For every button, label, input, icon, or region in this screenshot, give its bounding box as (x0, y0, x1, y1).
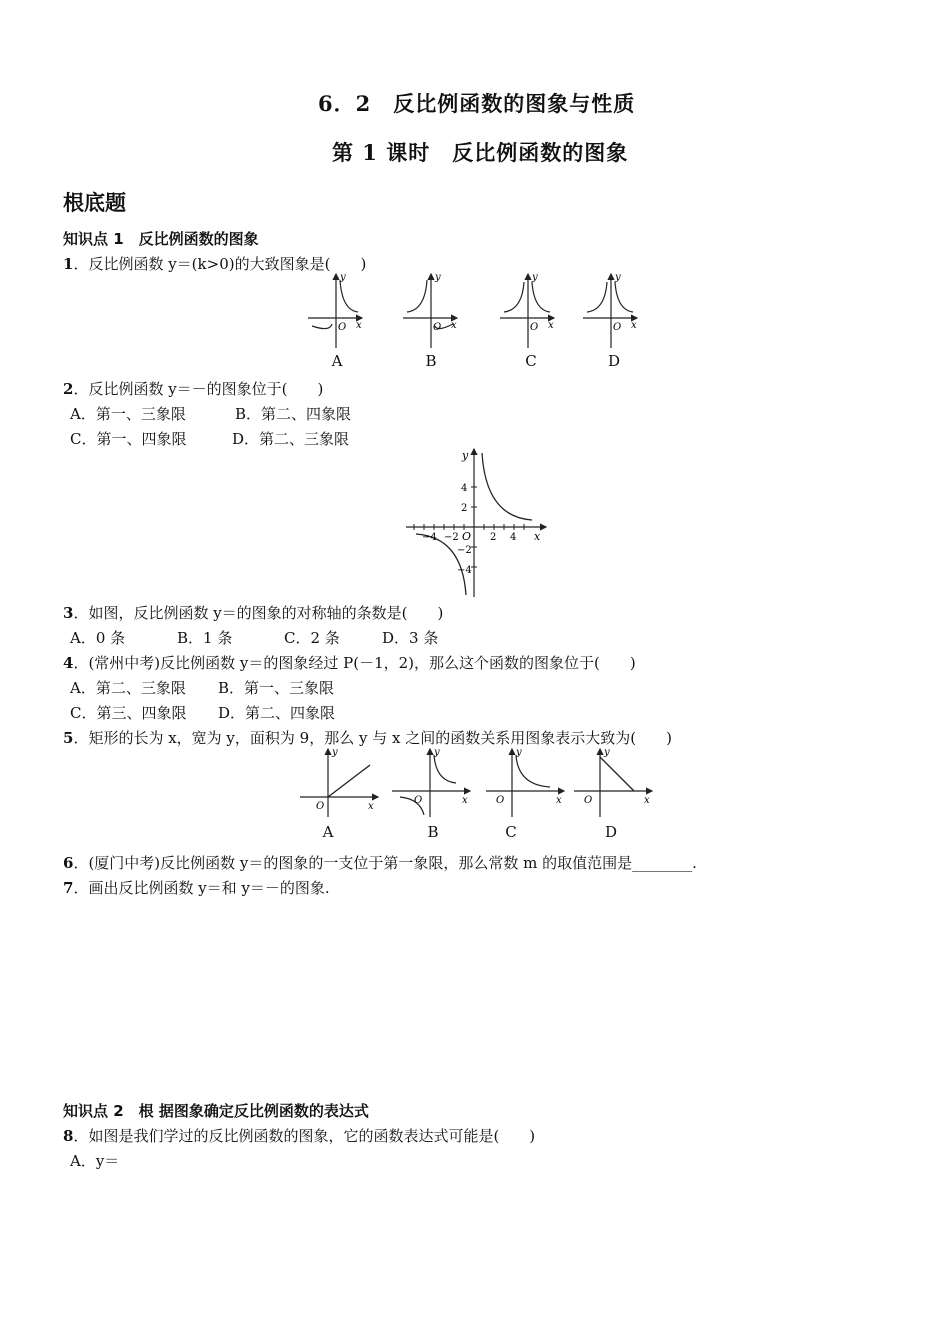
q4-option-b: B．第一、三象限 (218, 679, 335, 697)
question-text: ．如图是我们学过的反比例函数的图象，它的函数表达式可能是( ) (73, 1127, 536, 1145)
question-text: ．反比例函数 y＝(k>0)的大致图象是( ) (73, 255, 367, 273)
tick-label: −2 (444, 532, 459, 543)
axis-label-x: x (356, 320, 362, 331)
q2-option-c: C．第一、四象限 (70, 430, 187, 448)
q1-graphs (300, 270, 660, 350)
axis-label-x: x (451, 320, 457, 331)
question-number: 2 (63, 380, 74, 398)
question-2 (63, 378, 323, 399)
question-6 (63, 852, 697, 873)
axis-label-x: x (548, 320, 554, 331)
axis-label-y: y (435, 272, 441, 283)
question-7 (63, 877, 330, 898)
q1-option-d: D (607, 352, 621, 370)
q1-option-b: B (425, 352, 437, 370)
question-text: ．如图，反比例函数 y＝的图象的对称轴的条数是( ) (73, 604, 444, 622)
question-number: 1 (63, 255, 74, 273)
axis-origin: O (433, 322, 442, 333)
tick-label: 2 (490, 532, 497, 543)
axis-origin: O (338, 322, 347, 333)
page-title: 6．2 反比例函数的图象与性质 (318, 91, 636, 116)
question-3 (63, 602, 443, 623)
axis-label-y: y (516, 747, 522, 758)
axis-origin: O (530, 322, 539, 333)
axis-origin: O (613, 322, 622, 333)
axis-label-y: y (340, 272, 346, 283)
tick-label: 4 (510, 532, 517, 543)
q3-graph (402, 445, 552, 600)
q2-option-a: A．第一、三象限 (70, 405, 186, 423)
question-text: ．反比例函数 y＝－的图象位于( ) (73, 380, 324, 398)
section-heading: 根底题 (63, 191, 126, 215)
axis-origin: O (414, 795, 423, 806)
knowledge-point-1: 知识点 1 反比例函数的图象 (63, 230, 259, 248)
q1-option-a: A (331, 352, 343, 370)
q5-graph-d (574, 747, 652, 817)
q3-option-c: C．2 条 (284, 629, 340, 647)
question-number: 8 (63, 1127, 74, 1145)
q5-option-d: D (604, 823, 618, 841)
axis-label-y: y (462, 449, 469, 462)
question-4 (63, 652, 636, 673)
tick-label: −4 (457, 565, 472, 576)
axis-origin: O (462, 530, 472, 543)
q5-option-c: C (505, 823, 517, 841)
question-text: ．(常州中考)反比例函数 y＝的图象经过 P(－1，2)，那么这个函数的图象位于( ) (73, 654, 636, 672)
axis-label-y: y (332, 747, 338, 758)
axis-origin: O (316, 801, 325, 812)
q2-option-b: B．第二、四象限 (235, 405, 352, 423)
axis-label-x: x (534, 530, 541, 543)
q4-option-d: D．第二、四象限 (218, 704, 336, 722)
question-number: 7 (63, 879, 74, 897)
axis-label-x: x (644, 795, 650, 806)
knowledge-point-2: 知识点 2 根 据图象确定反比例函数的表达式 (63, 1102, 369, 1120)
q1-graph-b (403, 272, 457, 348)
question-number: 6 (63, 854, 74, 872)
q1-graph-a (308, 272, 362, 348)
q4-option-c: C．第三、四象限 (70, 704, 187, 722)
q5-graph-b (392, 747, 470, 817)
axis-label-y: y (532, 272, 538, 283)
q8-option-a: A．y＝ (70, 1152, 120, 1170)
question-number: 4 (63, 654, 74, 672)
q5-graph-a (300, 747, 378, 817)
tick-label: 2 (461, 503, 468, 514)
axis-origin: O (584, 795, 593, 806)
question-number: 5 (63, 729, 74, 747)
q3-option-b: B．1 条 (177, 629, 233, 647)
question-text: ．(厦门中考)反比例函数 y＝的图象的一支位于第一象限，那么常数 m 的取值范围是________. (73, 854, 697, 872)
q3-option-a: A．0 条 (70, 629, 126, 647)
q3-option-d: D．3 条 (382, 629, 439, 647)
q1-graph-d (583, 272, 637, 348)
q4-option-a: A．第二、三象限 (70, 679, 186, 697)
question-number: 3 (63, 604, 74, 622)
q5-option-a: A (322, 823, 334, 841)
axis-label-y: y (604, 747, 610, 758)
axis-label-x: x (631, 320, 637, 331)
q5-graphs (296, 745, 660, 820)
axis-label-x: x (556, 795, 562, 806)
page-subtitle: 第 1 课时 反比例函数的图象 (332, 140, 629, 165)
axis-label-y: y (434, 747, 440, 758)
q1-graph-c (500, 272, 554, 348)
tick-label: 4 (461, 483, 468, 494)
q1-option-c: C (525, 352, 537, 370)
tick-label: −4 (422, 532, 437, 543)
q2-option-d: D．第二、三象限 (232, 430, 350, 448)
axis-label-x: x (462, 795, 468, 806)
question-8 (63, 1125, 535, 1146)
tick-label: −2 (457, 545, 472, 556)
question-text: ．矩形的长为 x，宽为 y，面积为 9，那么 y 与 x 之间的函数关系用图象表示大致为( ) (73, 729, 672, 747)
axis-label-x: x (368, 801, 374, 812)
question-text: ．画出反比例函数 y＝和 y＝－的图象. (73, 879, 330, 897)
q5-graph-c (486, 747, 564, 817)
axis-label-y: y (615, 272, 621, 283)
axis-origin: O (496, 795, 505, 806)
q5-option-b: B (427, 823, 439, 841)
